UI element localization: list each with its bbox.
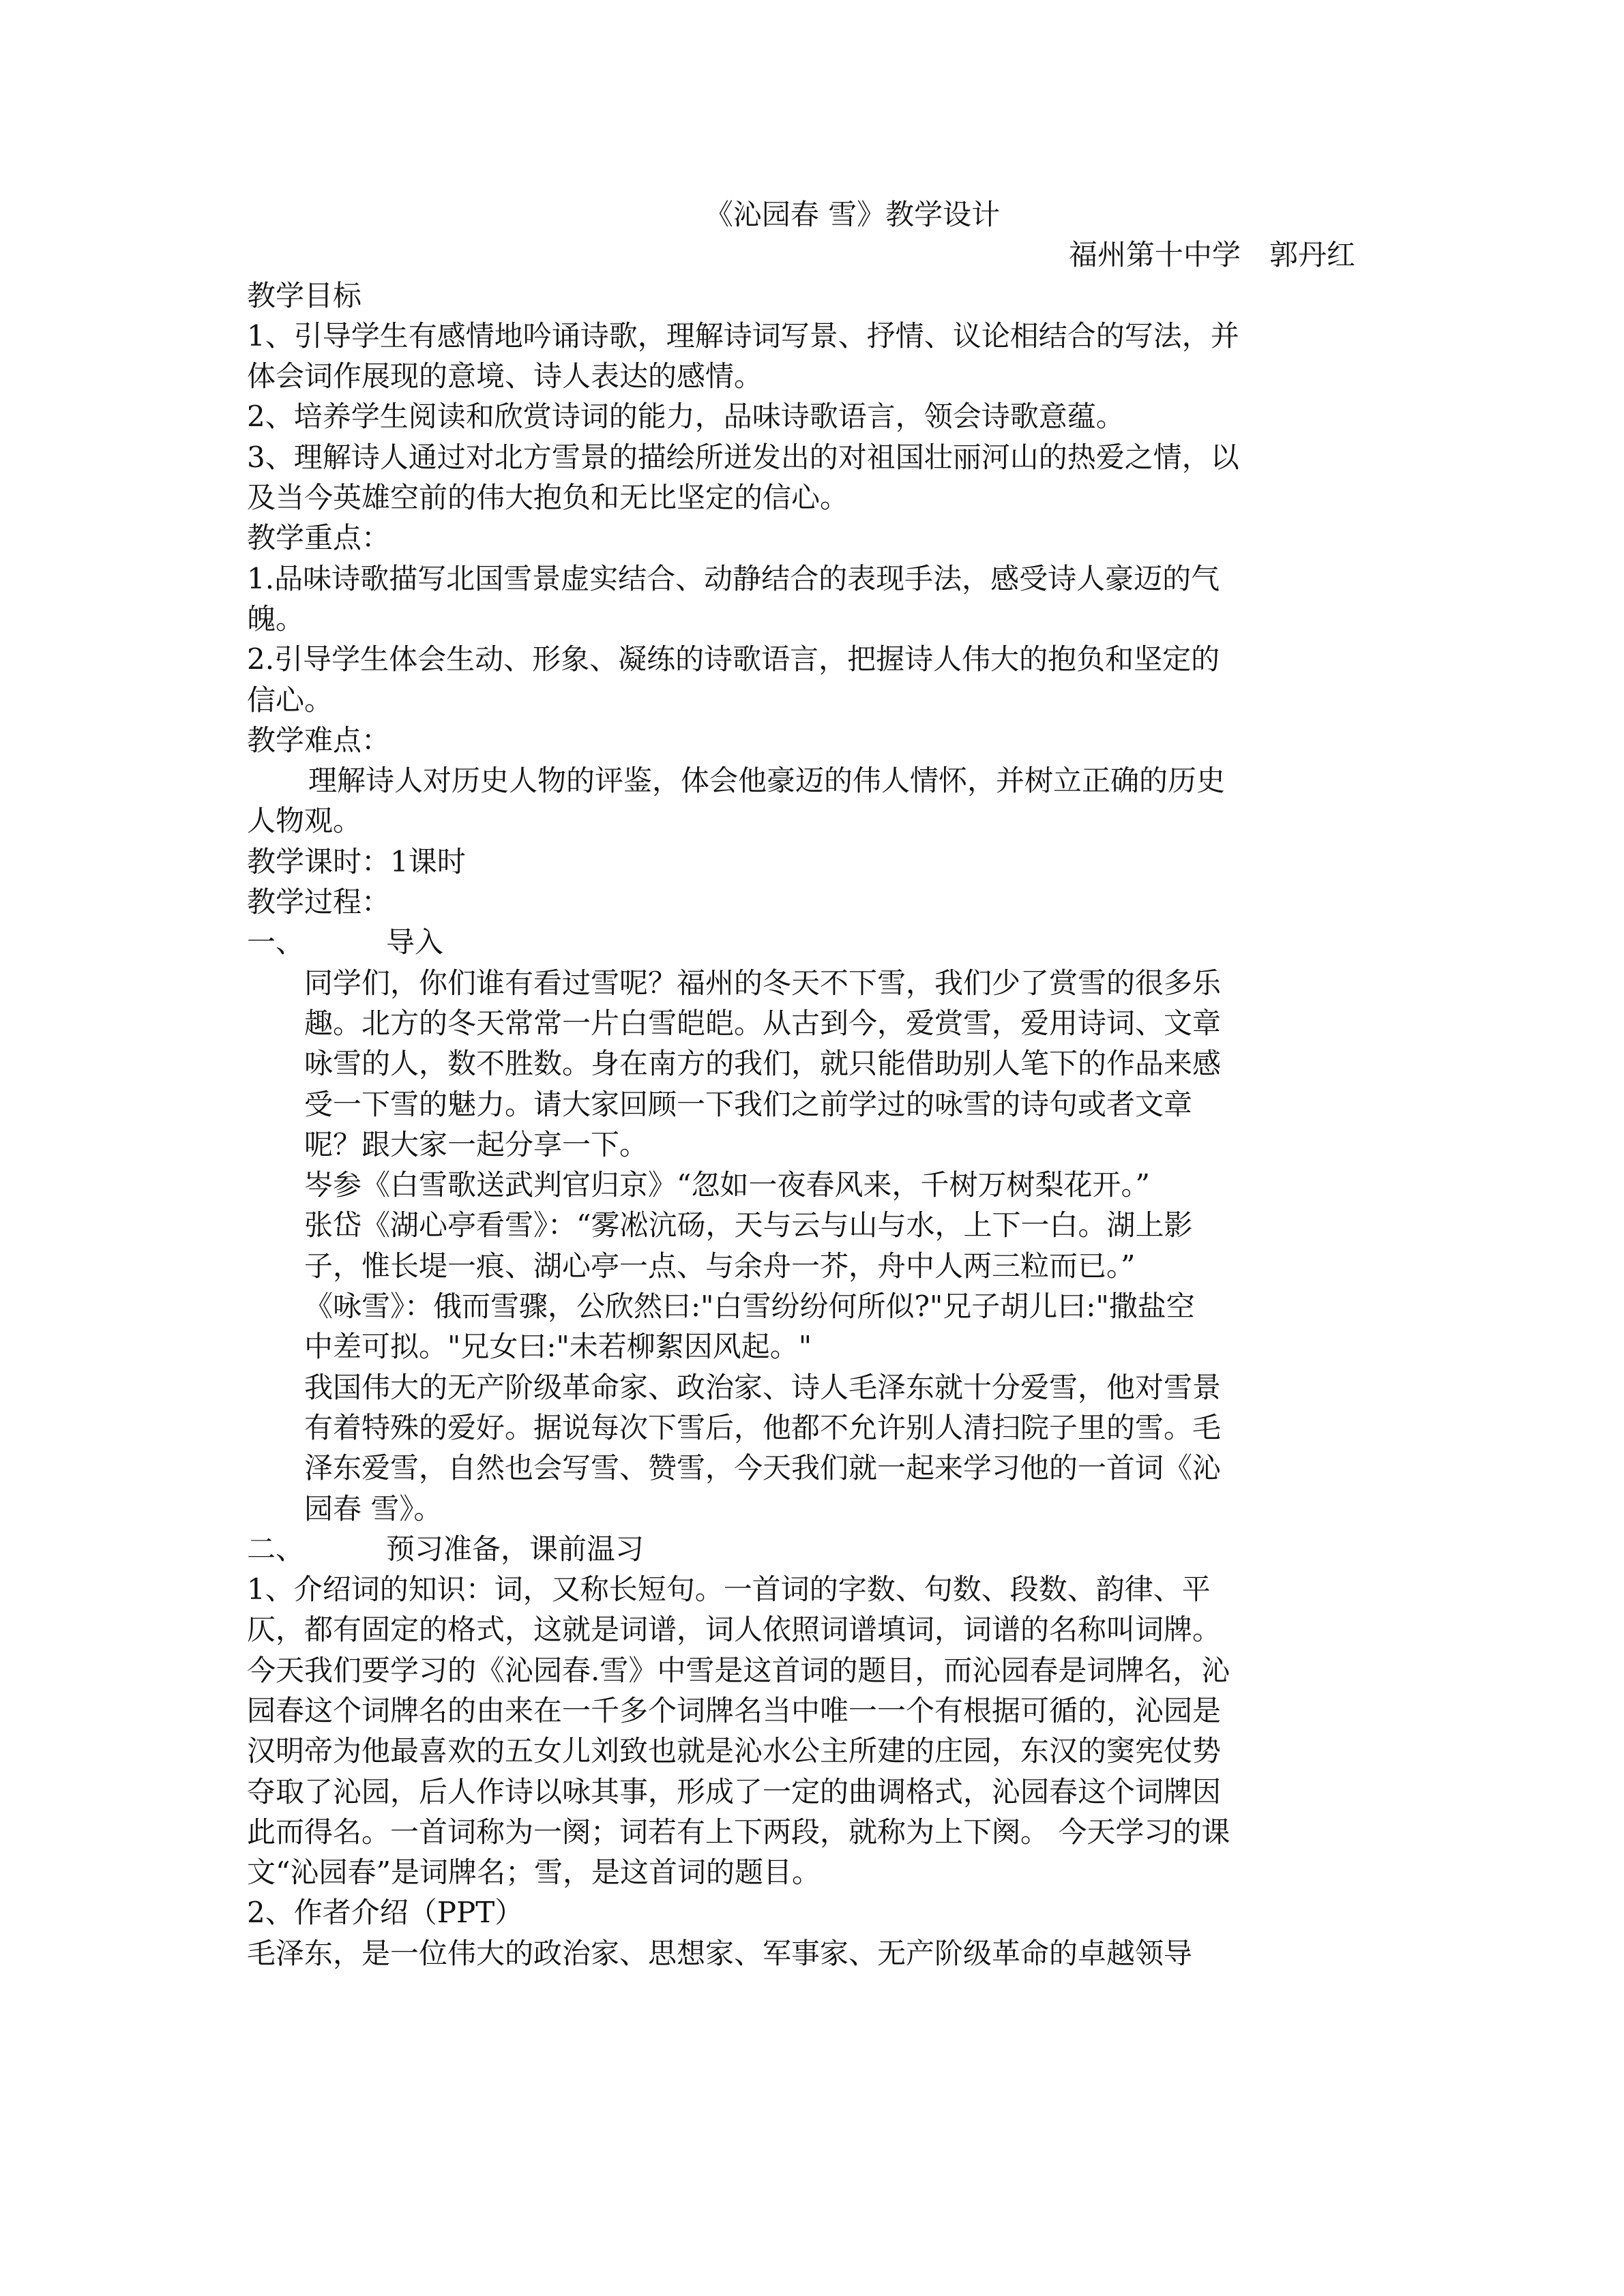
text-line: 及当今英雄空前的伟大抱负和无比坚定的信心。: [247, 481, 849, 515]
document-body: [247, 194, 1383, 1973]
step-heading: [247, 922, 1383, 962]
section-heading: 教学课时：1课时: [247, 844, 466, 878]
text-line: 呢？跟大家一起分享一下。: [304, 1127, 649, 1161]
text-line: 汉明帝为他最喜欢的五女儿刘致也就是沁水公主所建的庄园，东汉的窦宪仗势: [247, 1734, 1222, 1768]
text-line: 人物观。: [247, 804, 362, 838]
text-line: 魄。: [247, 601, 305, 636]
text-line: 1、介绍词的知识：词，又称长短句。一首词的字数、句数、段数、韵律、平: [247, 1572, 1211, 1607]
step-number: 一、: [247, 925, 305, 959]
text-line: 文“沁园春”是词牌名；雪，是这首词的题目。: [247, 1855, 821, 1890]
step-title: 导入: [386, 925, 444, 959]
text-line: 仄，都有固定的格式，这就是词谱，词人依照词谱填词，词谱的名称叫词牌。: [247, 1613, 1222, 1647]
text-line: 同学们，你们谁有看过雪呢？福州的冬天不下雪，我们少了赏雪的很多乐: [304, 966, 1222, 1000]
text-line: 1、引导学生有感情地吟诵诗歌，理解诗词写景、抒情、议论相结合的写法，并: [247, 318, 1239, 353]
section-heading: 教学难点：: [247, 723, 391, 757]
step-heading: [247, 1529, 1383, 1569]
text-line: 泽东爱雪，自然也会写雪、赞雪，今天我们就一起来学习他的一首词《沁: [304, 1451, 1222, 1485]
text-line: 信心。: [247, 683, 334, 717]
text-line: 我国伟大的无产阶级革命家、政治家、诗人毛泽东就十分爱雪，他对雪景: [304, 1370, 1222, 1404]
text-line: 夺取了沁园，后人作诗以咏其事，形成了一定的曲调格式，沁园春这个词牌因: [247, 1774, 1222, 1808]
text-line: 岑参《白雪歌送武判官归京》“忽如一夜春风来，千树万树梨花开。”: [304, 1168, 1150, 1202]
text-line: 毛泽东，是一位伟大的政治家、思想家、军事家、无产阶级革命的卓越领导: [247, 1936, 1193, 1970]
section-heading: 教学重点：: [247, 521, 391, 555]
text-line: 2、培养学生阅读和欣赏诗词的能力，品味诗歌语言，领会诗歌意蕴。: [247, 400, 1125, 434]
text-line: 咏雪的人，数不胜数。身在南方的我们，就只能借助别人笔下的作品来感: [304, 1047, 1222, 1081]
text-line: 2.引导学生体会生动、形象、凝练的诗歌语言，把握诗人伟大的抱负和坚定的: [247, 642, 1220, 676]
document-title: 《沁园春 雪》教学设计: [704, 198, 1001, 231]
text-line: 有着特殊的爱好。据说每次下雪后，他都不允许别人清扫院子里的雪。毛: [304, 1410, 1222, 1444]
text-line: 今天我们要学习的《沁园春.雪》中雪是这首词的题目，而沁园春是词牌名，沁: [247, 1653, 1230, 1687]
text-line: 3、理解诗人通过对北方雪景的描绘所迸发出的对祖国壮丽河山的热爱之情，以: [247, 440, 1239, 474]
section-heading: 教学目标: [247, 278, 362, 312]
text-line: 受一下雪的魅力。请大家回顾一下我们之前学过的咏雪的诗句或者文章: [304, 1087, 1193, 1121]
text-line: 张岱《湖心亭看雪》：“雾凇沆砀，天与云与山与水，上下一白。湖上影: [304, 1208, 1193, 1242]
text-line: 理解诗人对历史人物的评鉴，体会他豪迈的伟人情怀，并树立正确的历史: [308, 764, 1226, 798]
text-line: 园春 雪》。: [304, 1491, 443, 1525]
author-line: 福州第十中学 郭丹红: [1068, 238, 1355, 272]
text-line: 体会词作展现的意境、诗人表达的感情。: [247, 359, 763, 393]
step-number: 二、: [247, 1532, 305, 1566]
section-heading: 教学过程：: [247, 885, 391, 919]
text-line: 2、作者介绍（PPT）: [247, 1896, 524, 1930]
text-line: 园春这个词牌名的由来在一千多个词牌名当中唯一一个有根据可循的，沁园是: [247, 1693, 1222, 1727]
text-line: 中差可拟。"兄女曰:"未若柳絮因风起。": [304, 1330, 812, 1364]
text-line: 1.品味诗歌描写北国雪景虚实结合、动静结合的表现手法，感受诗人豪迈的气: [247, 561, 1220, 595]
text-line: 此而得名。一首词称为一阕；词若有上下两段，就称为上下阕。 今天学习的课: [247, 1815, 1230, 1849]
step-title: 预习准备，课前温习: [386, 1532, 645, 1566]
text-line: 《咏雪》：俄而雪骤，公欣然曰:"白雪纷纷何所似?"兄子胡儿曰:"撒盐空: [304, 1289, 1195, 1324]
text-line: 子，惟长堤一痕、湖心亭一点、与余舟一芥，舟中人两三粒而已。”: [304, 1249, 1136, 1283]
text-line: 趣。北方的冬天常常一片白雪皑皑。从古到今，爱赏雪，爱用诗词、文章: [304, 1006, 1222, 1040]
